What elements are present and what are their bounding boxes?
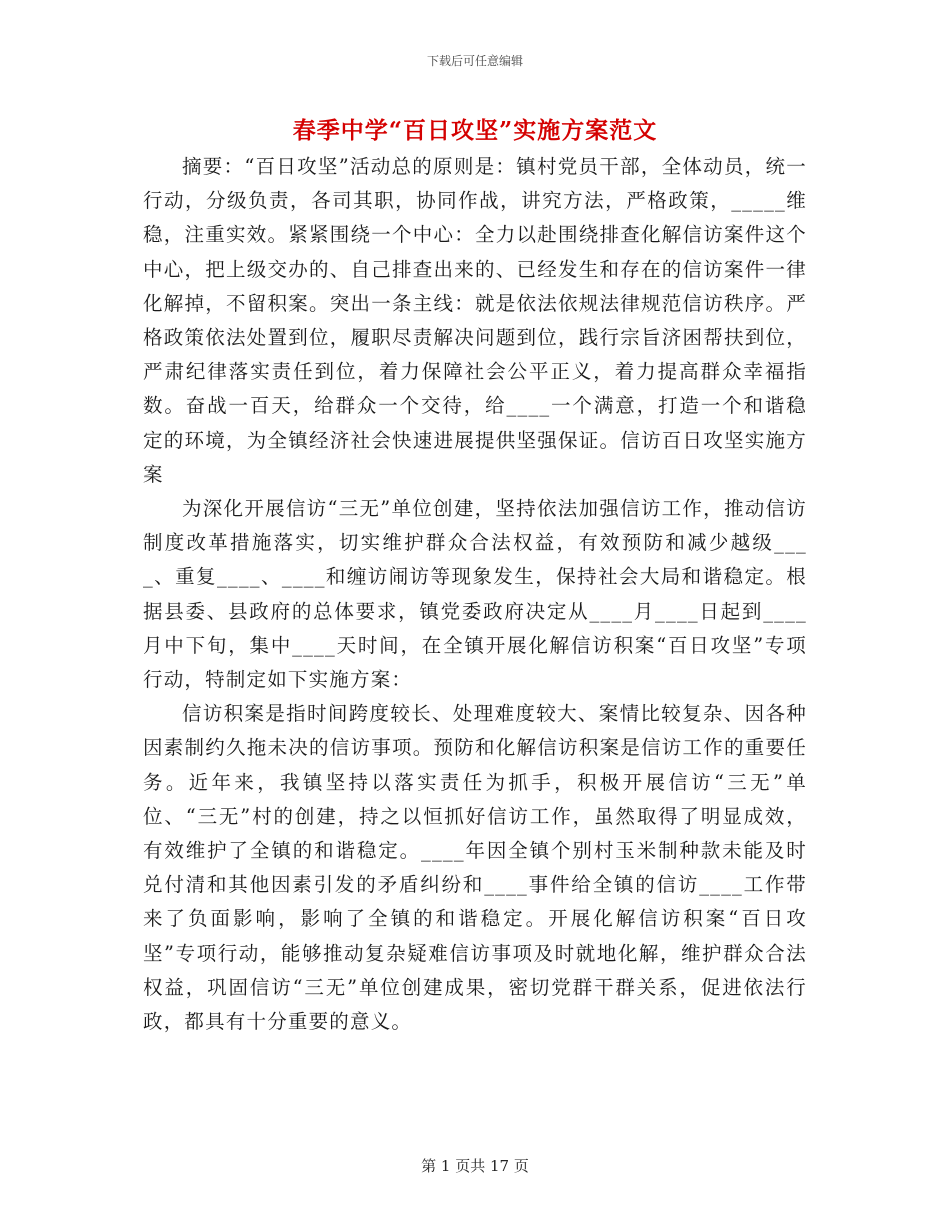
paragraph-background: 信访积案是指时间跨度较长、处理难度较大、案情比较复杂、因各种因素制约久拖未决的信访事项。预防和化解信访积案是信访工作的重要任务。近年来，我镇坚持以落实责任为抓手，积极开展信访“三无”单位、“三无”村的创建，持之以恒抓好信访工作，虽然取得了明显成效，有效维护了全镇的和谐稳定。____年因全镇个别村玉米制种款未能及时兑付清和其他因素引发的矛盾纠纷和____事件给全镇的信访____工作带来了负面影响，影响了全镇的和谐稳定。开展化解信访积案“百日攻坚”专项行动，能够推动复杂疑难信访事项及时就地化解，维护群众合法权益，巩固信访“三无”单位创建成果，密切党群干群关系，促进依法行政，都具有十分重要的意义。 [143, 702, 807, 1034]
document-body [143, 150, 807, 1039]
page-number: 第 1 页共 17 页 [421, 1157, 529, 1175]
header-note: 下载后可任意编辑 [426, 54, 523, 68]
document-title: 春季中学“百日攻坚”实施方案范文 [292, 117, 658, 144]
paragraph-abstract: 摘要：“百日攻坚”活动总的原则是：镇村党员干部，全体动员，统一行动，分级负责，各司其职，协同作战，讲究方法，严格政策，_____维稳，注重实效。紧紧围绕一个中心：全力以赴围绕排查化解信访案件这个中心，把上级交办的、自己排查出来的、已经发生和存在的信访案件一律化解掉，不留积案。突出一条主线：就是依法依规法律规范信访秩序。严格政策依法处置到位，履职尽责解决问题到位，践行宗旨济困帮扶到位，严肃纪律落实责任到位，着力保障社会公平正义，着力提高群众幸福指数。奋战一百天，给群众一个交待，给____一个满意，打造一个和谐稳定的环境，为全镇经济社会快速进展提供坚强保证。信访百日攻坚实施方案 [143, 155, 807, 486]
paragraph-purpose: 为深化开展信访“三无”单位创建，坚持依法加强信访工作，推动信访制度改革措施落实，切实维护群众合法权益，有效预防和减少越级____、重复____、____和缠访闹访等现象发生，保持社会大局和谐稳定。根据县委、县政府的总体要求，镇党委政府决定从____月____日起到____月中下旬，集中____天时间，在全镇开展化解信访积案“百日攻坚”专项行动，特制定如下实施方案： [143, 497, 807, 692]
